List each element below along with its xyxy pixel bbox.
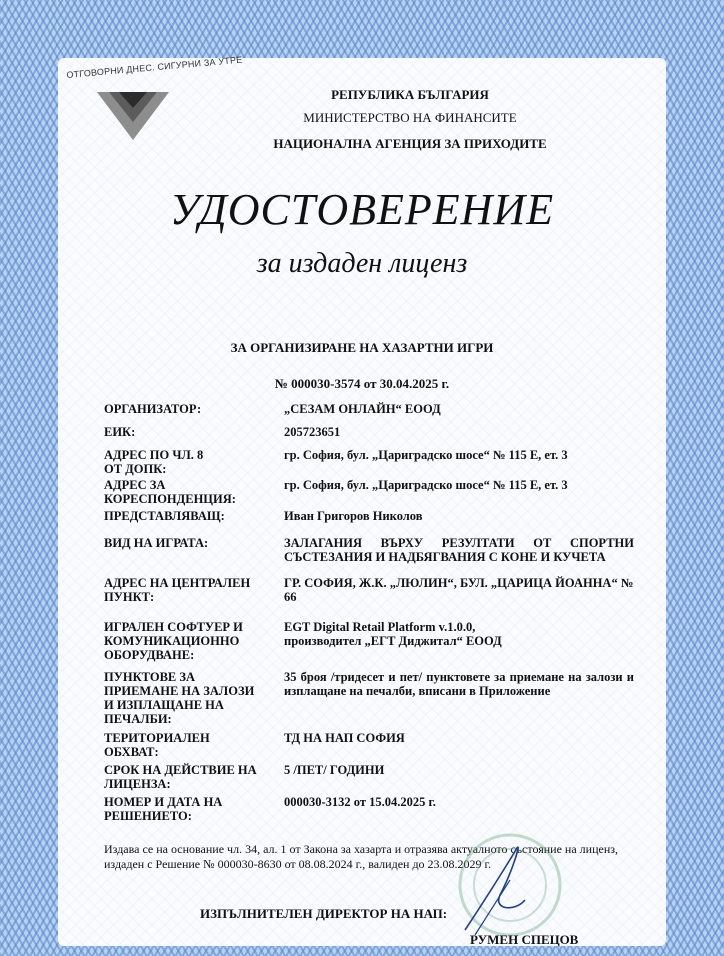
license-number: № 000030-3574 от 30.04.2025 г. bbox=[274, 376, 450, 391]
nap-logo-icon bbox=[97, 92, 169, 142]
license-purpose: ЗА ОРГАНИЗИРАНЕ НА ХАЗАРТНИ ИГРИ bbox=[230, 340, 494, 355]
field-label: СРОК НА ДЕЙСТВИЕ НА ЛИЦЕНЗА: bbox=[104, 763, 257, 791]
field-value: 205723651 bbox=[284, 425, 341, 439]
field-label: ОРГАНИЗАТОР: bbox=[104, 402, 202, 416]
field-label: АДРЕС ПО ЧЛ. 8 ОТ ДОПК: bbox=[104, 448, 204, 476]
field-label: ПРЕДСТАВЛЯВАЩ: bbox=[104, 509, 225, 523]
header-agency: НАЦИОНАЛНА АГЕНЦИЯ ЗА ПРИХОДИТЕ bbox=[273, 136, 547, 151]
field-value: 35 броя /тридесет и пет/ пунктовете за приемане на залози и изплащане на печалби, вписани в Приложение bbox=[284, 670, 634, 698]
field-label: ВИД НА ИГРАТА: bbox=[104, 536, 209, 550]
field-value: ЗАЛАГАНИЯ ВЪРХУ РЕЗУЛТАТИ ОТ СПОРТНИ СЪСТЕЗАНИЯ И НАДБЯГВАНИЯ С КОНЕ И КУЧЕТА bbox=[284, 536, 634, 564]
field-value: EGT Digital Retail Platform v.1.0.0, производител „ЕГТ Диджитал“ ЕООД bbox=[284, 620, 502, 648]
document-subtitle: за издаден лиценз bbox=[256, 248, 468, 279]
field-value: Иван Григоров Николов bbox=[284, 509, 423, 523]
signature-icon bbox=[455, 840, 535, 940]
field-value: 000030-3132 от 15.04.2025 г. bbox=[284, 795, 436, 809]
field-label: АДРЕС ЗА КОРЕСПОНДЕНЦИЯ: bbox=[104, 478, 236, 506]
field-value: гр. София, бул. „Цариградско шосе“ № 115 Е, ет. 3 bbox=[284, 478, 568, 492]
document-title: УДОСТОВЕРЕНИЕ bbox=[169, 185, 555, 234]
field-label: ТЕРИТОРИАЛЕН ОБХВАТ: bbox=[104, 731, 210, 759]
director-name: РУМЕН СПЕЦОВ bbox=[470, 932, 579, 947]
director-title: ИЗПЪЛНИТЕЛЕН ДИРЕКТОР НА НАП: bbox=[200, 906, 448, 921]
field-value: ТД НА НАП СОФИЯ bbox=[284, 731, 405, 745]
header-republic: РЕПУБЛИКА БЪЛГАРИЯ bbox=[331, 87, 489, 102]
field-value: „СЕЗАМ ОНЛАЙН“ ЕООД bbox=[284, 402, 441, 416]
field-label: ПУНКТОВЕ ЗА ПРИЕМАНЕ НА ЗАЛОЗИ И ИЗПЛАЩАНЕ НА ПЕЧАЛБИ: bbox=[104, 670, 255, 726]
legal-basis-text: Издава се на основание чл. 34, ал. 1 от Закона за хазарта и отразява актуалното състояние на лиценз, издаден с Решение № 000030-8630 от 08.08.2024 г., валиден до 23.08.2029 г. bbox=[104, 842, 618, 871]
field-value: ГР. СОФИЯ, Ж.К. „ЛЮЛИН“, БУЛ. „ЦАРИЦА ЙОАННА“ № 66 bbox=[284, 576, 634, 604]
field-value: гр. София, бул. „Цариградско шосе“ № 115 Е, ет. 3 bbox=[284, 448, 568, 462]
field-label: ЕИК: bbox=[104, 425, 136, 439]
header-ministry: МИНИСТЕРСТВО НА ФИНАНСИТЕ bbox=[303, 110, 517, 125]
agency-slogan: ОТГОВОРНИ ДНЕС. СИГУРНИ ЗА УТРЕ bbox=[66, 54, 243, 80]
field-label: НОМЕР И ДАТА НА РЕШЕНИЕТО: bbox=[104, 795, 223, 823]
field-label: ИГРАЛЕН СОФТУЕР И КОМУНИКАЦИОННО ОБОРУДВАНЕ: bbox=[104, 620, 243, 662]
field-value: 5 /ПЕТ/ ГОДИНИ bbox=[284, 763, 385, 777]
field-label: АДРЕС НА ЦЕНТРАЛЕН ПУНКТ: bbox=[104, 576, 251, 604]
